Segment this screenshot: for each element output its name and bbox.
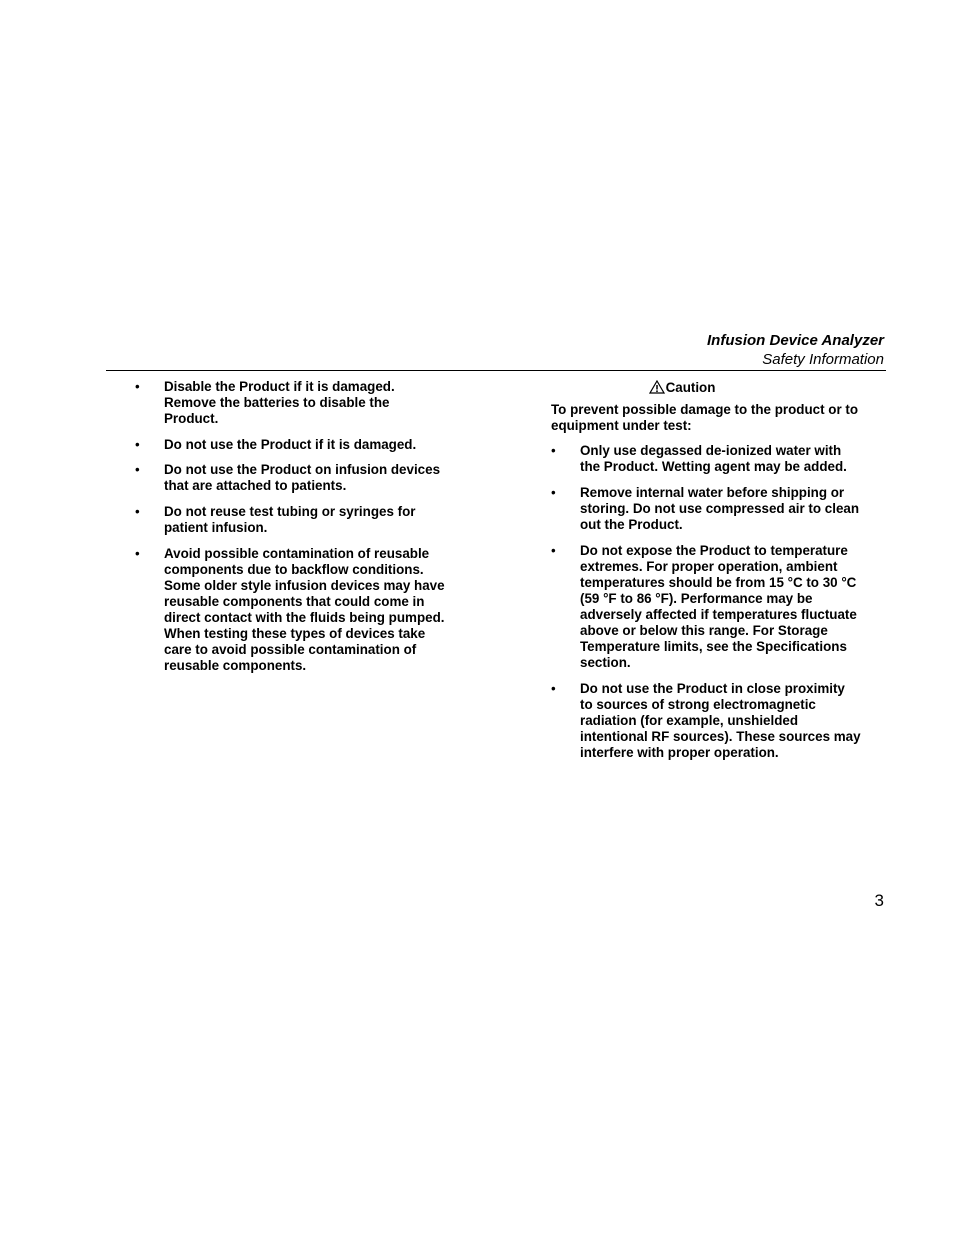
list-item [135,504,445,536]
bullet-icon: • [551,542,556,558]
list-item-text: Do not reuse test tubing or syringes for patient infusion. [164,504,416,536]
list-item [551,543,861,672]
bullet-icon: • [135,462,140,478]
list-item-text: Do not expose the Product to temperature extremes. For proper operation, ambient temperatures should be from 15 °C to 30 °C (59 °F to 86 °F). Performance may be adversely affected if temperatures fluctuate above or below this range. For Storage Temperature limits, see the Specifications section. [580,542,857,671]
list-item [551,443,861,475]
list-item-text: Avoid possible contamination of reusable components due to backflow conditions. Some older style infusion devices may have reusable components that could come in direct contact with the fluids being pumped. When testing these types of devices take care to avoid possible contamination of reusable components. [164,545,445,674]
left-column-warnings [135,379,445,684]
caution-intro: To prevent possible damage to the product or to equipment under test: [551,402,859,434]
caution-label: Caution [665,380,716,395]
list-item [135,437,445,453]
bullet-icon: • [551,680,556,696]
page-number: 3 [874,891,884,910]
list-item-text: Do not use the Product on infusion devices that are attached to patients. [164,462,441,494]
list-item-text: Only use degassed de-ionized water with the Product. Wetting agent may be added. [580,443,847,475]
bullet-icon: • [135,504,140,520]
list-item [135,462,445,494]
bullet-icon: • [551,443,556,459]
bullet-icon: • [551,484,556,500]
list-item-text: Remove internal water before shipping or storing. Do not use compressed air to clean out the Product. [580,484,860,533]
bullet-icon: • [135,379,140,394]
header-divider [106,370,886,371]
caution-column [551,379,861,771]
section-title: Safety Information [762,351,884,368]
list-item-text: Disable the Product if it is damaged. Remove the batteries to disable the Product. [164,379,395,427]
list-item [135,546,445,675]
warning-triangle-icon [649,380,665,398]
list-item-text: Do not use the Product in close proximity to sources of strong electromagnetic radiation (for example, unshielded intentional RF sources). These sources may interfere with proper operation. [580,680,861,761]
bullet-icon: • [135,545,140,561]
running-header [707,331,884,369]
bullet-icon: • [135,436,140,452]
caution-heading [623,379,741,398]
list-item [551,485,861,533]
list-item [135,379,445,427]
document-title: Infusion Device Analyzer [707,332,884,349]
list-item-text: Do not use the Product if it is damaged. [164,436,417,452]
list-item [551,681,861,761]
